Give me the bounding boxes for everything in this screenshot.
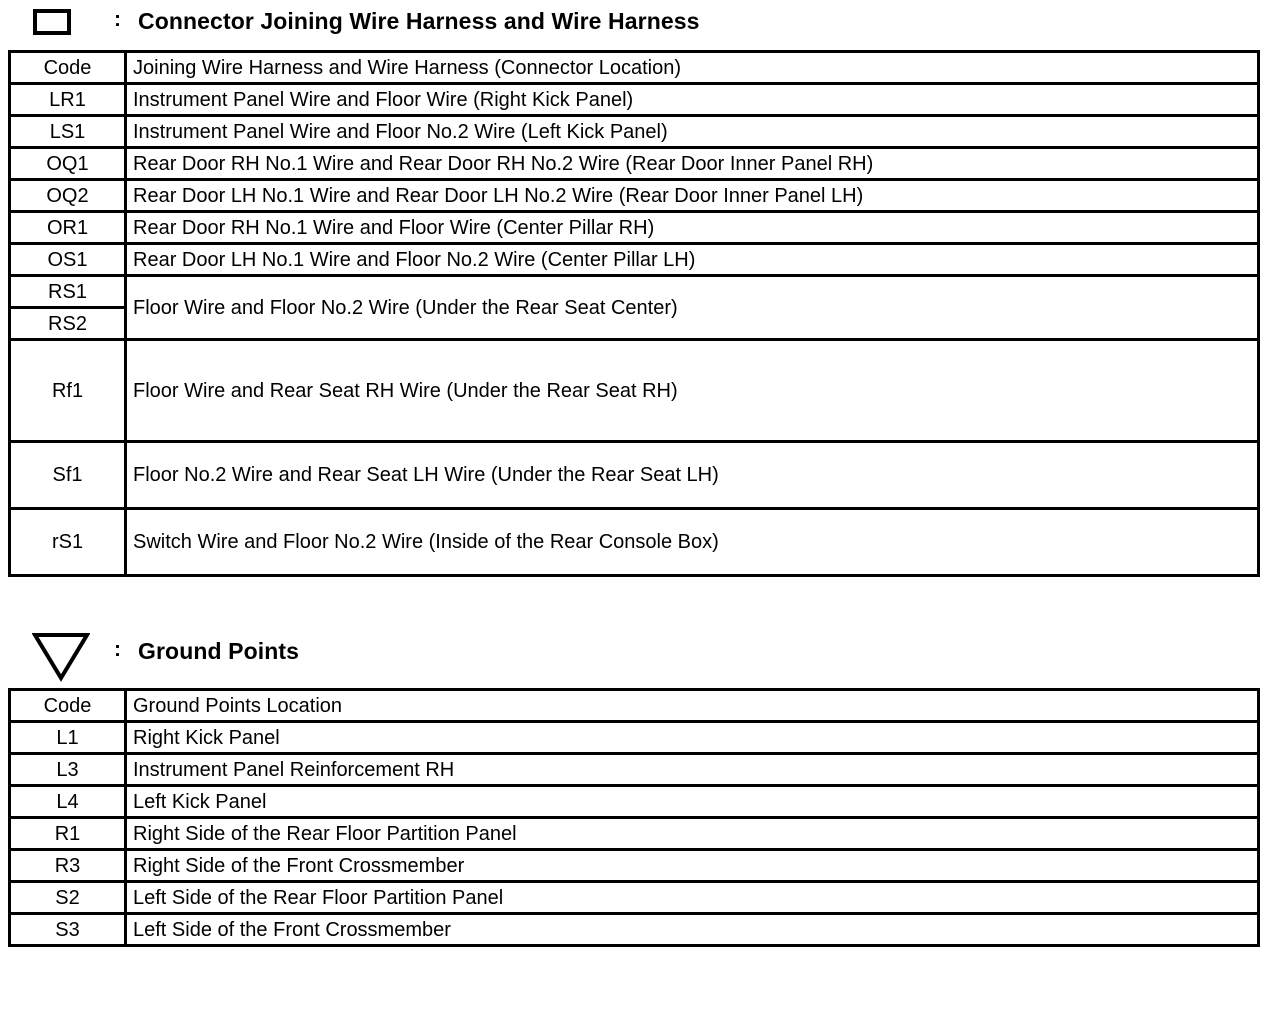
down-triangle-icon	[32, 632, 90, 682]
table-row	[10, 914, 1259, 946]
table-row	[10, 148, 1259, 180]
row-code: S2	[10, 882, 126, 914]
row-desc: Floor No.2 Wire and Rear Seat LH Wire (Under the Rear Seat LH)	[126, 442, 1259, 509]
connector-section-heading	[0, 0, 1280, 48]
row-desc: Instrument Panel Wire and Floor Wire (Right Kick Panel)	[126, 84, 1259, 116]
table-row	[10, 244, 1259, 276]
row-code: RS1	[10, 276, 126, 308]
header-code: Code	[10, 690, 126, 722]
row-desc: Rear Door LH No.1 Wire and Floor No.2 Wire (Center Pillar LH)	[126, 244, 1259, 276]
row-code: OS1	[10, 244, 126, 276]
row-desc: Rear Door RH No.1 Wire and Floor Wire (Center Pillar RH)	[126, 212, 1259, 244]
row-desc: Floor Wire and Rear Seat RH Wire (Under the Rear Seat RH)	[126, 340, 1259, 442]
ground-section-title: Ground Points	[138, 638, 300, 664]
table-row	[10, 276, 1259, 308]
row-desc: Left Side of the Front Crossmember	[126, 914, 1259, 946]
table-header-row	[10, 690, 1259, 722]
table-row	[10, 754, 1259, 786]
table-row	[10, 786, 1259, 818]
row-desc: Right Side of the Rear Floor Partition Panel	[126, 818, 1259, 850]
header-code: Code	[10, 52, 126, 84]
table-row	[10, 84, 1259, 116]
row-code: L1	[10, 722, 126, 754]
row-desc: Instrument Panel Wire and Floor No.2 Wire (Left Kick Panel)	[126, 116, 1259, 148]
row-desc: Left Side of the Rear Floor Partition Panel	[126, 882, 1259, 914]
row-desc: Rear Door LH No.1 Wire and Rear Door LH No.2 Wire (Rear Door Inner Panel LH)	[126, 180, 1259, 212]
row-code: OR1	[10, 212, 126, 244]
row-code: LR1	[10, 84, 126, 116]
row-code: L3	[10, 754, 126, 786]
table-row	[10, 882, 1259, 914]
header-desc: Joining Wire Harness and Wire Harness (Connector Location)	[126, 52, 1259, 84]
row-desc: Instrument Panel Reinforcement RH	[126, 754, 1259, 786]
row-code: OQ2	[10, 180, 126, 212]
heading-colon: :	[114, 638, 121, 661]
table-row	[10, 722, 1259, 754]
row-code: RS2	[10, 308, 126, 340]
row-code: rS1	[10, 509, 126, 576]
table-row	[10, 850, 1259, 882]
ground-table	[8, 688, 1260, 947]
row-code: OQ1	[10, 148, 126, 180]
ground-section-heading	[0, 630, 1280, 678]
row-code: Rf1	[10, 340, 126, 442]
connector-section-title: Connector Joining Wire Harness and Wire Harness	[138, 8, 700, 34]
heading-colon: :	[114, 8, 121, 31]
row-desc: Floor Wire and Floor No.2 Wire (Under the Rear Seat Center)	[126, 276, 1259, 340]
row-code: Sf1	[10, 442, 126, 509]
connector-table	[8, 50, 1260, 577]
table-row	[10, 116, 1259, 148]
square-outline-icon	[33, 9, 71, 35]
row-desc: Rear Door RH No.1 Wire and Rear Door RH No.2 Wire (Rear Door Inner Panel RH)	[126, 148, 1259, 180]
table-row	[10, 509, 1259, 576]
row-code: R3	[10, 850, 126, 882]
table-row	[10, 818, 1259, 850]
table-row	[10, 340, 1259, 442]
table-row	[10, 442, 1259, 509]
table-row	[10, 212, 1259, 244]
table-row	[10, 180, 1259, 212]
table-header-row	[10, 52, 1259, 84]
row-code: S3	[10, 914, 126, 946]
row-desc: Left Kick Panel	[126, 786, 1259, 818]
row-code: LS1	[10, 116, 126, 148]
row-code: L4	[10, 786, 126, 818]
header-desc: Ground Points Location	[126, 690, 1259, 722]
row-desc: Switch Wire and Floor No.2 Wire (Inside of the Rear Console Box)	[126, 509, 1259, 576]
row-desc: Right Side of the Front Crossmember	[126, 850, 1259, 882]
row-code: R1	[10, 818, 126, 850]
row-desc: Right Kick Panel	[126, 722, 1259, 754]
